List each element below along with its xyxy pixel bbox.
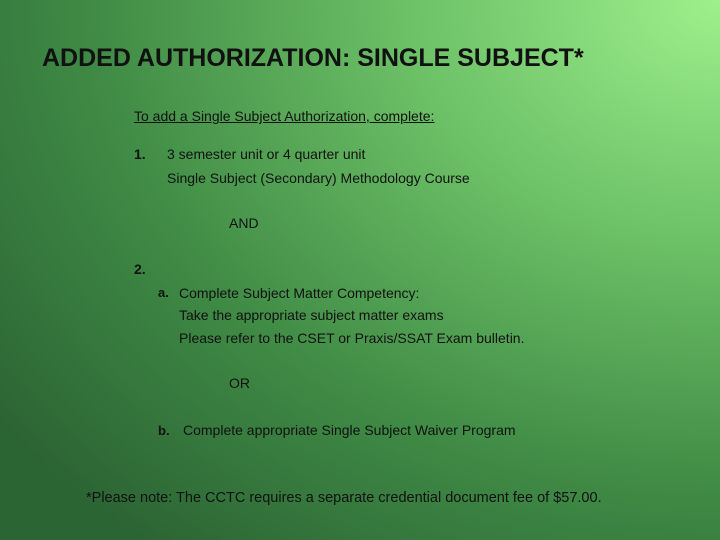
item-2a-line-3: Please refer to the CSET or Praxis/SSAT Exam bulletin. — [179, 330, 525, 346]
slide-title: ADDED AUTHORIZATION: SINGLE SUBJECT* — [42, 44, 584, 72]
item-1-line-1: 3 semester unit or 4 quarter unit — [167, 146, 366, 162]
item-2a-line-1: Complete Subject Matter Competency: — [179, 285, 420, 301]
item-1-line-2: Single Subject (Secondary) Methodology Course — [167, 170, 470, 186]
item-1-number: 1. — [134, 146, 146, 162]
item-2-number: 2. — [134, 261, 146, 277]
or-connector: OR — [229, 375, 250, 391]
item-2a-letter: a. — [158, 285, 169, 300]
intro-text: To add a Single Subject Authorization, complete: — [134, 108, 435, 124]
and-connector: AND — [229, 215, 259, 231]
item-2a-line-2: Take the appropriate subject matter exams — [179, 307, 444, 323]
fee-note: *Please note: The CCTC requires a separate credential document fee of $57.00. — [86, 490, 602, 506]
item-2b-text: Complete appropriate Single Subject Waiver Program — [183, 422, 516, 438]
item-2b-letter: b. — [158, 423, 170, 438]
